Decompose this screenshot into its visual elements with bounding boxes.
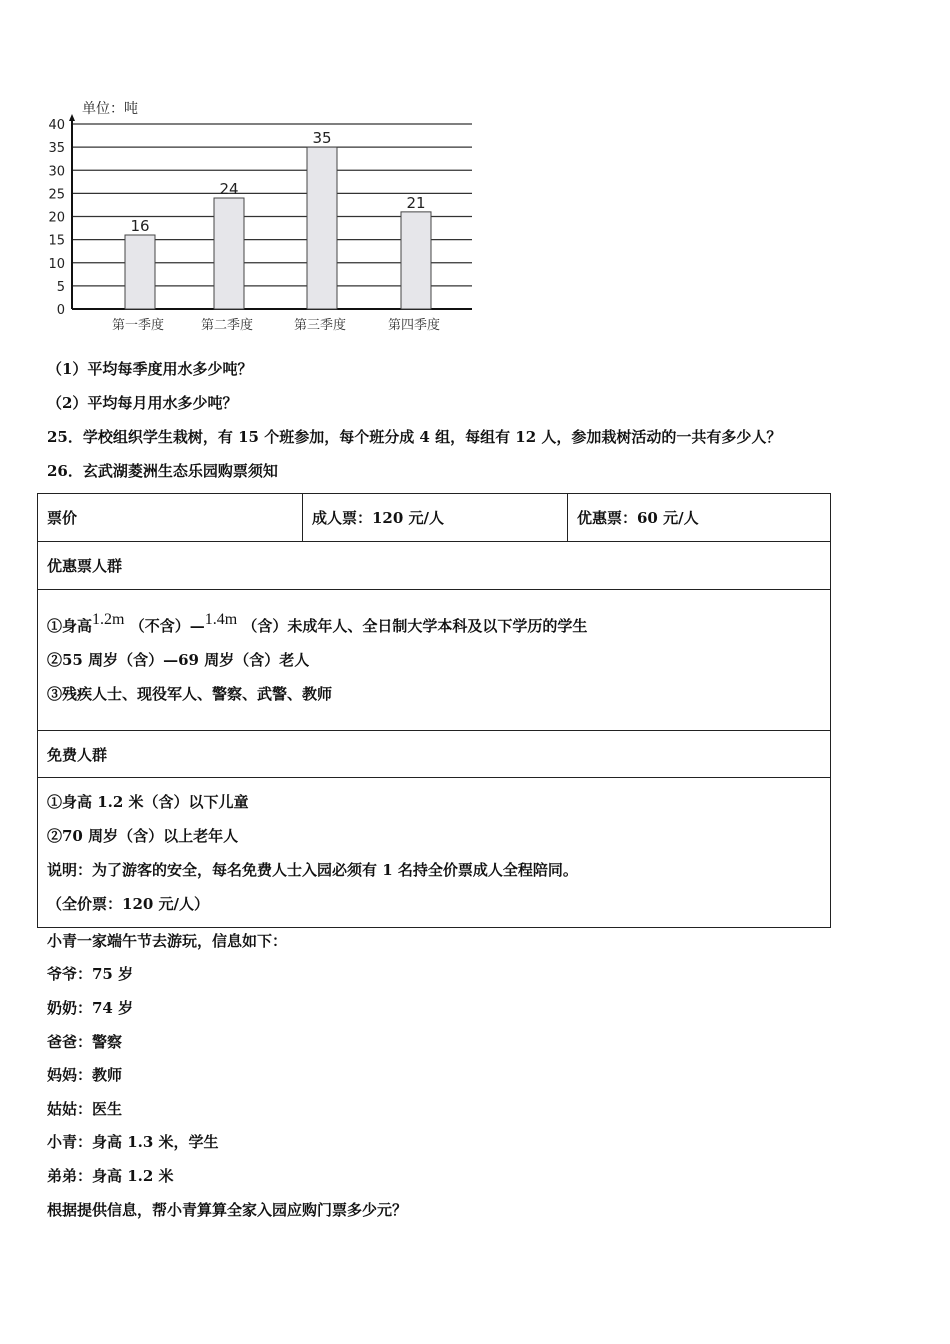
family-member: 妈妈：教师	[47, 1066, 123, 1084]
discount-group-title: 优惠票人群	[38, 542, 831, 590]
d1-mid: （不含）—	[129, 617, 205, 635]
y-tick-label: 40	[48, 118, 65, 133]
water-usage-bar-chart	[40, 95, 480, 340]
discount-price: 优惠票：60 元/人	[568, 494, 831, 542]
bar	[125, 235, 155, 309]
d1-prefix: ①身高	[47, 617, 93, 635]
bar	[401, 212, 431, 309]
x-category-label: 第三季度	[293, 318, 347, 333]
unit-label: 单位：吨	[82, 101, 138, 117]
free-item-1: ①身高 1.2 米（含）以下儿童	[47, 792, 249, 811]
free-note: 说明：为了游客的安全，每名免费人士入园必须有 1 名持全价票成人全程陪同。	[47, 860, 578, 879]
free-item-2: ②70 周岁（含）以上老年人	[47, 826, 239, 845]
y-tick-label: 15	[48, 233, 65, 249]
y-tick-label: 5	[56, 279, 65, 295]
ticket-table	[37, 493, 831, 928]
price-row	[38, 494, 831, 542]
price-label: 票价	[38, 494, 303, 542]
discount-item-1	[47, 611, 821, 636]
bar-value-label: 24	[219, 180, 239, 198]
full-price-note: （全价票：120 元/人）	[47, 894, 210, 913]
x-category-label: 第四季度	[387, 318, 441, 333]
family-member: 奶奶：74 岁	[47, 999, 134, 1017]
y-axis-arrow-icon	[69, 114, 75, 121]
x-category-label: 第二季度	[200, 318, 254, 333]
d1-suffix: （含）未成年人、全日制大学本科及以下学历的学生	[242, 617, 588, 635]
question-26: 26．玄武湖菱洲生态乐园购票须知	[47, 462, 278, 480]
question-2: （2）平均每月用水多少吨？	[47, 394, 238, 412]
y-tick-label: 10	[48, 256, 65, 272]
discount-item-2: ②55 周岁（含）—69 周岁（含）老人	[47, 651, 310, 669]
discount-item-3: ③残疾人士、现役军人、警察、武警、教师	[47, 685, 333, 703]
family-member: 爷爷：75 岁	[47, 965, 134, 983]
family-member: 弟弟：身高 1.2 米	[47, 1167, 174, 1185]
family-member: 小青：身高 1.3 米，学生	[47, 1133, 219, 1151]
discount-group-details	[38, 590, 831, 731]
free-group-details	[38, 778, 831, 928]
y-tick-label: 0	[56, 303, 65, 318]
adult-price: 成人票：120 元/人	[303, 494, 568, 542]
question-25: 25．学校组织学生栽树，有 15 个班参加，每个班分成 4 组，每组有 12 人，参加栽树活动的一共有多少人？	[47, 428, 782, 446]
final-question: 根据提供信息，帮小青算算全家入园应购门票多少元？	[47, 1201, 408, 1219]
height-max: 1.4m	[204, 611, 238, 628]
bar-value-label: 16	[130, 217, 150, 235]
free-group-title: 免费人群	[38, 731, 831, 778]
question-1: （1）平均每季度用水多少吨？	[47, 360, 253, 378]
bar	[214, 198, 244, 309]
family-member: 爸爸：警察	[47, 1033, 123, 1051]
x-category-label: 第一季度	[111, 318, 165, 333]
family-intro: 小青一家端午节去游玩，信息如下：	[47, 932, 288, 950]
bar-value-label: 35	[312, 129, 332, 148]
height-min: 1.2m	[92, 611, 125, 628]
y-tick-label: 30	[48, 164, 65, 180]
y-tick-label: 35	[48, 141, 65, 157]
bar	[307, 147, 337, 309]
y-tick-label: 20	[48, 210, 65, 226]
family-member: 姑姑：医生	[47, 1100, 123, 1118]
y-tick-label: 25	[48, 187, 65, 203]
bar-value-label: 21	[406, 193, 426, 212]
